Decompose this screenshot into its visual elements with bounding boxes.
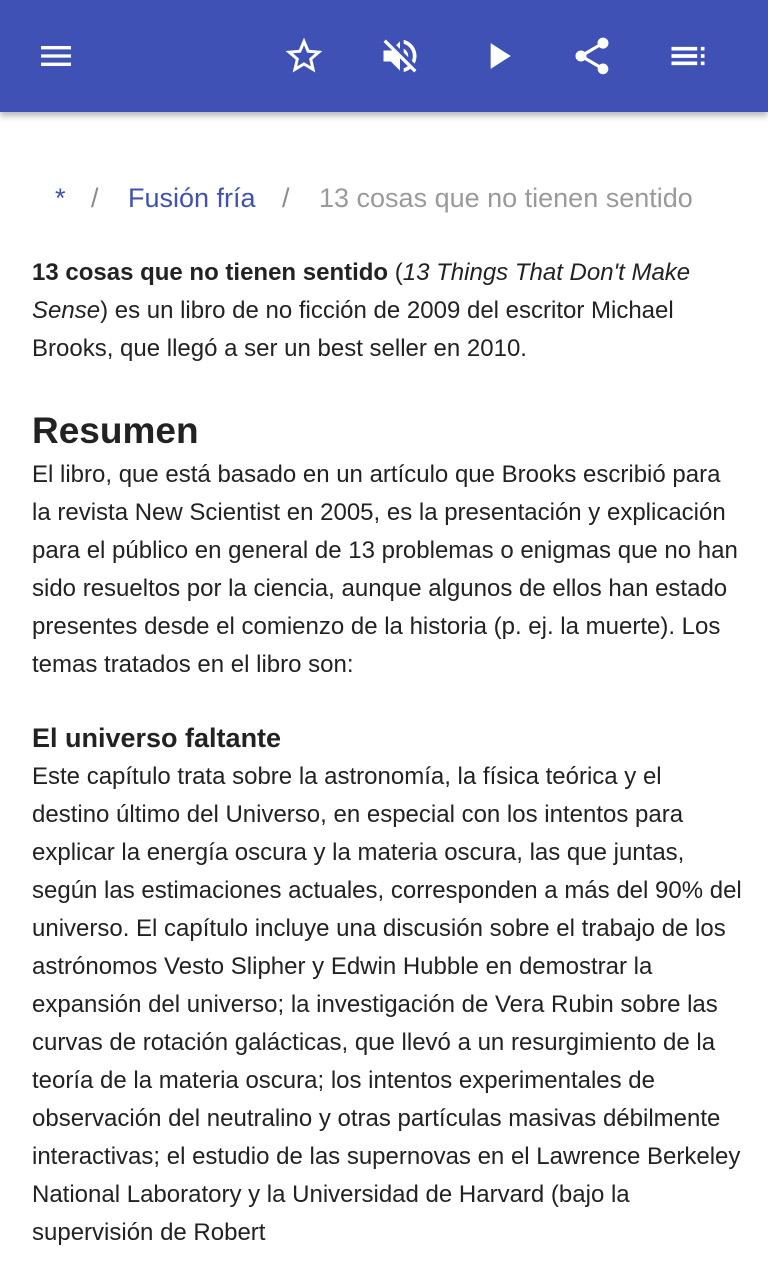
article-body [32, 254, 744, 1252]
breadcrumb-current: 13 cosas que no tienen sentido [319, 183, 693, 213]
share-button[interactable] [564, 28, 620, 84]
volume-off-icon [378, 34, 422, 78]
hamburger-menu-icon [36, 36, 76, 76]
breadcrumb-root-link[interactable]: * [55, 183, 66, 213]
original-title-italic: 13 Things That Don't Make Sense [32, 259, 691, 324]
favorite-button[interactable] [276, 28, 332, 84]
play-button[interactable] [470, 28, 526, 84]
menu-button[interactable] [28, 28, 84, 84]
breadcrumb-separator: / [91, 183, 99, 213]
article-title-bold: 13 cosas que no tienen sentido [32, 259, 389, 286]
intro-paragraph [32, 254, 744, 368]
play-icon [476, 34, 520, 78]
section-heading-missing-universe: El universo faltante [32, 723, 282, 753]
app-toolbar [0, 0, 768, 112]
intro-text: ) es un libro de no ficción de 2009 del escritor Michael Brooks, que llegó a ser un best seller en 2010. [32, 297, 674, 362]
breadcrumb [0, 180, 768, 216]
share-icon [570, 34, 614, 78]
breadcrumb-separator: / [282, 183, 290, 213]
breadcrumb-parent-link[interactable]: Fusión fría [128, 183, 256, 213]
article-view [0, 112, 768, 1280]
contents-button[interactable] [660, 28, 716, 84]
intro-paren: ( [388, 259, 403, 286]
table-of-contents-icon [666, 34, 710, 78]
missing-universe-paragraph: Este capítulo trata sobre la astronomía, la física teórica y el destino último del Universo, en especial con los intentos para explicar la energía oscura y la materia oscura, las que juntas, según las estimaciones actuales, corresponden a más del 90% del universo. El capítulo incluye una discusión sobre el trabajo de los astrónomos Vesto Slipher y Edwin Hubble en demostrar la expansión del universo; la investigación de Vera Rubin sobre las curvas de rotación galácticas, que llevó a un resurgimiento de la teoría de la materia oscura; los intentos experimentales de observación del neutralino y otras partículas masivas débilmente interactivas; el estudio de las supernovas en el Lawrence Berkeley National Laboratory y la Universidad de Harvard (bajo la supervisión de Robert [32, 763, 742, 1246]
star-outline-icon [282, 34, 326, 78]
section-heading-summary: Resumen [32, 410, 199, 451]
summary-paragraph: El libro, que está basado en un artículo que Brooks escribió para la revista New Scientist en 2005, es la presentación y explicación para el público en general de 13 problemas o enigmas que no han sido resueltos por la ciencia, aunque algunos de ellos han estado presentes desde el comienzo de la historia (p. ej. la muerte). Los temas tratados en el libro son: [32, 461, 738, 678]
mute-button[interactable] [372, 28, 428, 84]
